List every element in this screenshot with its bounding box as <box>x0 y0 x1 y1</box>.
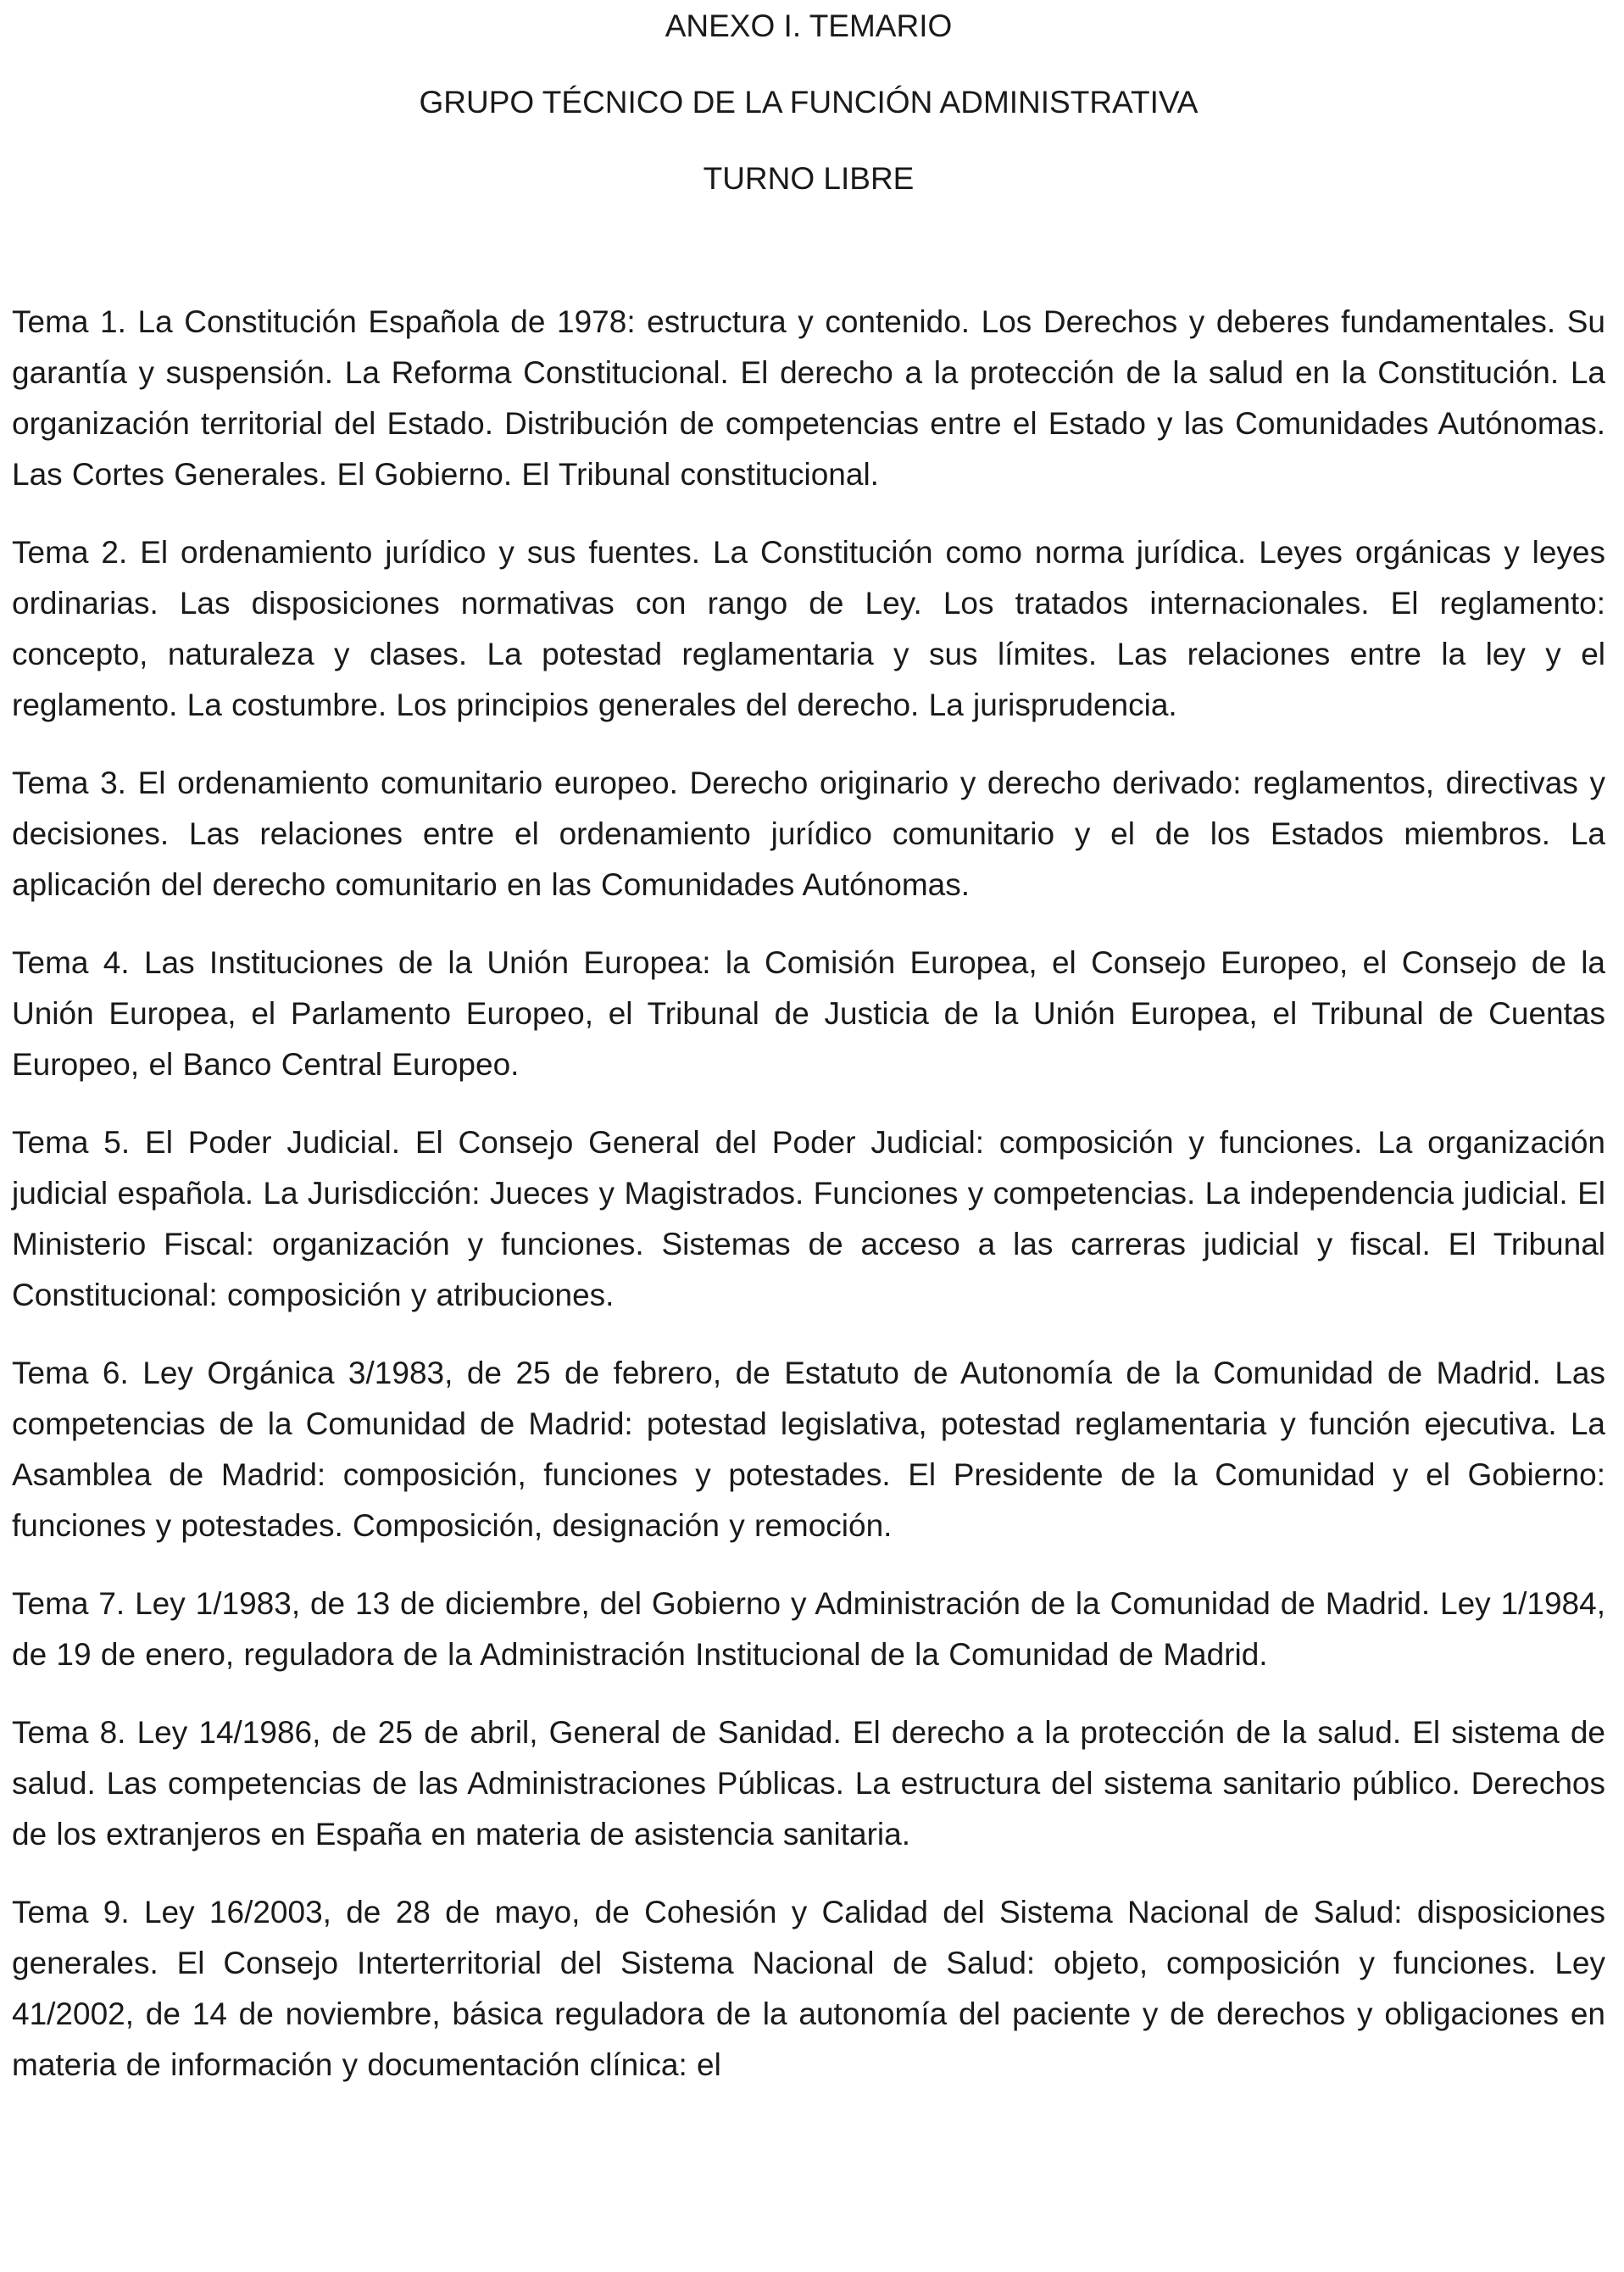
tema-paragraph <box>12 527 1605 731</box>
tema-text: Ley 16/2003, de 28 de mayo, de Cohesión y Calidad del Sistema Nacional de Salud: disposiciones generales. El Consejo Interterritorial del Sistema Nacional de Salud: objeto, composición y funciones. Ley 41/2002, de 14 de noviembre, básica reguladora de la autonomía del paciente y de derechos y obligaciones en materia de información y documentación clínica: el <box>12 1895 1606 2082</box>
tema-number: Tema 5. <box>12 1125 131 1160</box>
tema-paragraph <box>12 938 1605 1090</box>
annex-title: ANEXO I. TEMARIO <box>665 8 953 43</box>
tema-text: Ley 14/1986, de 25 de abril, General de Sanidad. El derecho a la protección de la salud. El sistema de salud. Las competencias de las Administraciones Públicas. La estructura del sistema sanitario público. Derechos de los extranjeros en España en materia de asistencia sanitaria. <box>12 1715 1605 1852</box>
tema-paragraph <box>12 1348 1605 1551</box>
tema-number: Tema 2. <box>12 535 128 570</box>
tema-number: Tema 6. <box>12 1356 129 1390</box>
tema-text: Ley 1/1983, de 13 de diciembre, del Gobierno y Administración de la Comunidad de Madrid. Ley 1/1984, de 19 de enero, reguladora de la Administración Institucional de la Comunidad de Madrid. <box>12 1586 1605 1672</box>
tema-paragraph <box>12 1707 1605 1860</box>
group-title: GRUPO TÉCNICO DE LA FUNCIÓN ADMINISTRATIVA <box>419 85 1199 120</box>
tema-paragraph <box>12 1117 1605 1321</box>
tema-text: El ordenamiento jurídico y sus fuentes. La Constitución como norma jurídica. Leyes orgánicas y leyes ordinarias. Las disposiciones normativas con rango de Ley. Los tratados internacionales. El reglamento: concepto, naturaleza y clases. La potestad reglamentaria y sus límites. Las relaciones entre la ley y el reglamento. La costumbre. Los principios generales del derecho. La jurisprudencia. <box>12 535 1606 722</box>
temario-list <box>12 297 1605 2091</box>
document-page <box>12 0 1605 2118</box>
tema-text: Ley Orgánica 3/1983, de 25 de febrero, de Estatuto de Autonomía de la Comunidad de Madrid. Las competencias de la Comunidad de Madrid: potestad legislativa, potestad reglamentaria y función ejecutiva. La Asamblea de Madrid: composición, funciones y potestades. El Presidente de la Comunidad y el Gobierno: funciones y potestades. Composición, designación y remoción. <box>12 1356 1605 1543</box>
tema-number: Tema 8. <box>12 1715 126 1750</box>
tema-text: Las Instituciones de la Unión Europea: la Comisión Europea, el Consejo Europeo, el Consejo de la Unión Europea, el Parlamento Europeo, el Tribunal de Justicia de la Unión Europea, el Tribunal de Cuentas Europeo, el Banco Central Europeo. <box>12 945 1605 1082</box>
tema-text: La Constitución Española de 1978: estructura y contenido. Los Derechos y deberes fundamentales. Su garantía y suspensión. La Reforma Constitucional. El derecho a la protección de la salud en la Constitución. La organización territorial del Estado. Distribución de competencias entre el Estado y las Comunidades Autónomas. Las Cortes Generales. El Gobierno. El Tribunal constitucional. <box>12 304 1605 492</box>
tema-number: Tema 3. <box>12 766 126 800</box>
tema-paragraph <box>12 1887 1605 2091</box>
tema-text: El Poder Judicial. El Consejo General del Poder Judicial: composición y funciones. La organización judicial española. La Jurisdicción: Jueces y Magistrados. Funciones y competencias. La independencia judicial. El Ministerio Fiscal: organización y funciones. Sistemas de acceso a las carreras judicial y fiscal. El Tribunal Constitucional: composición y atribuciones. <box>12 1125 1605 1312</box>
tema-paragraph <box>12 1579 1605 1680</box>
tema-number: Tema 4. <box>12 945 130 980</box>
tema-text: El ordenamiento comunitario europeo. Derecho originario y derecho derivado: reglamentos, directivas y decisiones. Las relaciones entre el ordenamiento jurídico comunitario y el de los Estados miembros. La aplicación del derecho comunitario en las Comunidades Autónomas. <box>12 766 1605 902</box>
turn-title: TURNO LIBRE <box>703 161 915 196</box>
tema-number: Tema 9. <box>12 1895 130 1930</box>
tema-number: Tema 1. <box>12 304 126 339</box>
tema-number: Tema 7. <box>12 1586 125 1621</box>
tema-paragraph <box>12 758 1605 910</box>
tema-paragraph <box>12 297 1605 500</box>
